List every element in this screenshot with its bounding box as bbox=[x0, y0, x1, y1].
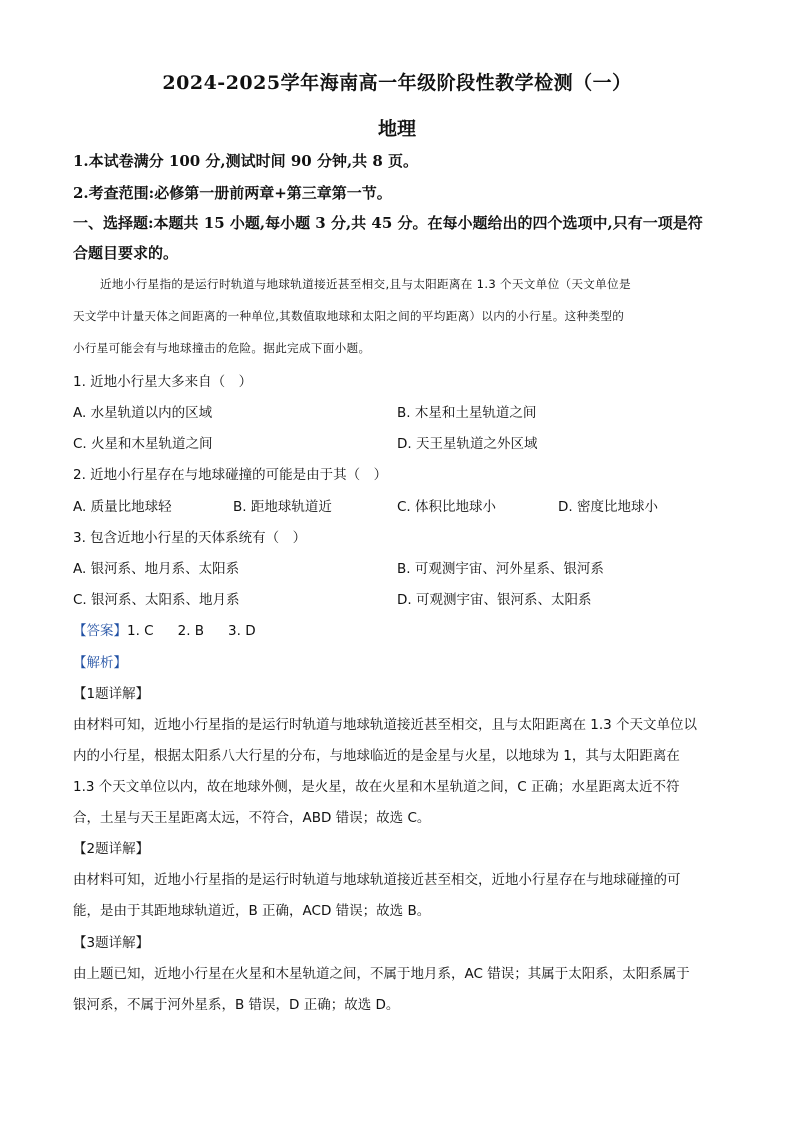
question-2-option-c: C. 体积比地球小 bbox=[397, 499, 497, 515]
detail-1-line: 由材料可知，近地小行星指的是运行时轨道与地球轨道接近甚至相交，且与太阳距离在 1.3 个天文单位以 bbox=[73, 717, 698, 733]
question-3-option-b: B. 可观测宇宙、河外星系、银河系 bbox=[397, 561, 604, 577]
analysis-tag: 【解析】 bbox=[73, 655, 127, 671]
question-1-stem: 1. 近地小行星大多来自（ ） bbox=[73, 374, 253, 390]
answer-row bbox=[73, 619, 256, 639]
detail-2-heading: 【2题详解】 bbox=[73, 841, 150, 857]
passage-line-2: 天文学中计量天体之间距离的一种单位,其数值取地球和太阳之间的平均距离）以内的小行星。这种类型的 bbox=[73, 309, 625, 323]
question-1-option-c: C. 火星和木星轨道之间 bbox=[73, 436, 213, 452]
question-2-option-b: B. 距地球轨道近 bbox=[233, 499, 332, 515]
detail-3-heading: 【3题详解】 bbox=[73, 935, 150, 951]
question-1-option-d: D. 天王星轨道之外区域 bbox=[397, 436, 538, 452]
passage-line-1: 近地小行星指的是运行时轨道与地球轨道接近甚至相交,且与太阳距离在 1.3 个天文单位（天文单位是 bbox=[100, 277, 631, 291]
question-1-option-b: B. 木星和土星轨道之间 bbox=[397, 405, 537, 421]
question-3-option-d: D. 可观测宇宙、银河系、太阳系 bbox=[397, 592, 592, 608]
answer-tag: 【答案】 bbox=[73, 623, 127, 639]
question-3-option-c: C. 银河系、太阳系、地月系 bbox=[73, 592, 240, 608]
answer-1: 1. C bbox=[127, 623, 154, 639]
question-1-option-a: A. 水星轨道以内的区域 bbox=[73, 405, 213, 421]
detail-1-line: 1.3 个天文单位以内，故在地球外侧，是火星，故在火星和木星轨道之间，C 正确；水星距离太近不符 bbox=[73, 779, 680, 795]
detail-3-line: 银河系，不属于河外星系，B 错误，D 正确；故选 D。 bbox=[73, 997, 400, 1013]
question-3-stem: 3. 包含近地小行星的天体系统有（ ） bbox=[73, 530, 307, 546]
detail-2-line: 能，是由于其距地球轨道近，B 正确，ACD 错误；故选 B。 bbox=[73, 903, 431, 919]
detail-1-line: 合，土星与天王星距离太远，不符合，ABD 错误；故选 C。 bbox=[73, 810, 431, 826]
instruction-line-1: 1.本试卷满分 100 分,测试时间 90 分钟,共 8 页。 bbox=[73, 152, 419, 170]
section-1-heading-cont: 合题目要求的。 bbox=[73, 244, 179, 262]
detail-2-line: 由材料可知，近地小行星指的是运行时轨道与地球轨道接近甚至相交，近地小行星存在与地球碰撞的可 bbox=[73, 872, 681, 888]
section-1-heading: 一、选择题:本题共 15 小题,每小题 3 分,共 45 分。在每小题给出的四个选项中,只有一项是符 bbox=[73, 214, 703, 232]
passage-line-3: 小行星可能会有与地球撞击的危险。据此完成下面小题。 bbox=[73, 341, 371, 355]
instruction-line-2: 2.考查范围:必修第一册前两章+第三章第一节。 bbox=[73, 184, 392, 202]
question-2-stem: 2. 近地小行星存在与地球碰撞的可能是由于其（ ） bbox=[73, 467, 388, 483]
answer-3: 3. D bbox=[228, 623, 256, 639]
exam-title: 2024-2025学年海南高一年级阶段性教学检测（一） bbox=[162, 72, 632, 94]
detail-1-line: 内的小行星，根据太阳系八大行星的分布，与地球临近的是金星与火星，以地球为 1，其与太阳距离在 bbox=[73, 748, 680, 764]
question-2-option-a: A. 质量比地球轻 bbox=[73, 499, 172, 515]
exam-subject: 地理 bbox=[377, 118, 416, 140]
question-2-option-d: D. 密度比地球小 bbox=[558, 499, 658, 515]
answer-2: 2. B bbox=[177, 623, 205, 639]
detail-1-heading: 【1题详解】 bbox=[73, 686, 150, 702]
question-3-option-a: A. 银河系、地月系、太阳系 bbox=[73, 561, 240, 577]
detail-3-line: 由上题已知，近地小行星在火星和木星轨道之间，不属于地月系，AC 错误；其属于太阳系，太阳系属于 bbox=[73, 966, 690, 982]
